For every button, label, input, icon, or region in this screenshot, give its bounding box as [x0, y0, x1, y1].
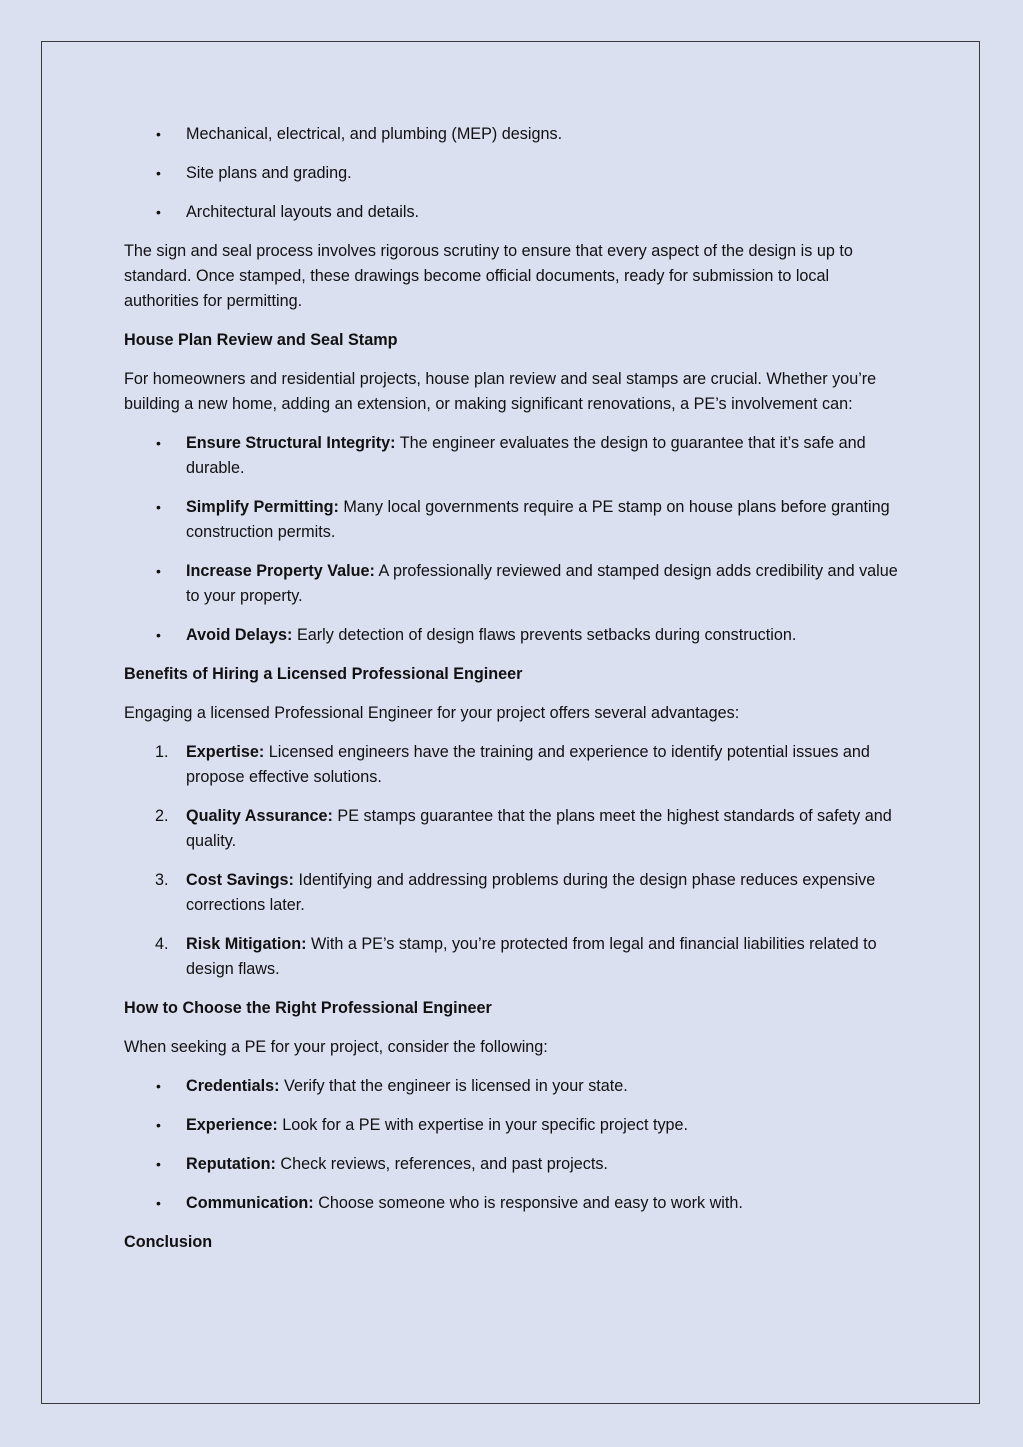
house-plan-paragraph: For homeowners and residential projects, house plan review and seal stamps are crucial. Whether you’re building a new home, adding an extension, or making significant renovations, a PE’s involvement can: — [124, 370, 877, 413]
list-item — [124, 932, 904, 982]
bullet-icon: • — [156, 627, 161, 643]
bullet-icon: • — [156, 204, 161, 220]
list-item-text: With a PE’s stamp, you’re protected from legal and financial liabilities related to design flaws. — [186, 935, 877, 978]
list-item-term: Credentials: — [186, 1077, 280, 1095]
list-item-term: Avoid Delays: — [186, 626, 293, 644]
list-item-term: Expertise: — [186, 743, 265, 761]
bullet-icon: • — [156, 1156, 161, 1172]
list-item-text: Verify that the engineer is licensed in your state. — [279, 1077, 628, 1095]
choose-paragraph: When seeking a PE for your project, consider the following: — [124, 1038, 548, 1056]
sign-seal-paragraph: The sign and seal process involves rigorous scrutiny to ensure that every aspect of the design is up to standard. Once stamped, these drawings become official documents, ready for submission to local authorities for permitting. — [124, 242, 853, 310]
list-item-text: Many local governments require a PE stamp on house plans before granting construction permits. — [186, 498, 890, 541]
list-item — [124, 495, 904, 545]
bullet-icon: • — [156, 435, 161, 451]
list-item — [124, 161, 904, 186]
list-item-text: Licensed engineers have the training and experience to identify potential issues and propose effective solutions. — [186, 743, 870, 786]
document-body — [124, 122, 904, 1269]
list-item — [124, 122, 904, 147]
choose-heading: How to Choose the Right Professional Engineer — [124, 999, 492, 1017]
list-item — [124, 1074, 904, 1099]
list-item-text: Identifying and addressing problems during the design phase reduces expensive corrections later. — [186, 871, 876, 914]
list-item — [124, 1191, 904, 1216]
bullet-icon: • — [156, 1195, 161, 1211]
list-item-term: Quality Assurance: — [186, 807, 333, 825]
bullet-icon: • — [156, 126, 161, 142]
list-item — [124, 804, 904, 854]
list-item-term: Risk Mitigation: — [186, 935, 307, 953]
list-item-text: Mechanical, electrical, and plumbing (MEP) designs. — [186, 125, 563, 143]
bullet-icon: • — [156, 563, 161, 579]
list-item-text: Check reviews, references, and past projects. — [275, 1155, 608, 1173]
list-item — [124, 1113, 904, 1138]
bullet-icon: • — [156, 1078, 161, 1094]
house-plan-heading: House Plan Review and Seal Stamp — [124, 331, 398, 349]
benefits-heading: Benefits of Hiring a Licensed Professional Engineer — [124, 665, 523, 683]
list-item-text: A professionally reviewed and stamped design adds credibility and value to your property. — [186, 562, 898, 605]
list-item-term: Reputation: — [186, 1155, 276, 1173]
list-item-text: Look for a PE with expertise in your specific project type. — [277, 1116, 689, 1134]
list-item — [124, 868, 904, 918]
benefits-numbered-list — [124, 740, 904, 982]
list-item — [124, 1152, 904, 1177]
benefits-paragraph: Engaging a licensed Professional Engineer for your project offers several advantages: — [124, 704, 740, 722]
bullet-icon: • — [156, 1117, 161, 1133]
list-number: 4. — [155, 935, 169, 953]
list-item-text: Architectural layouts and details. — [186, 203, 420, 221]
list-item-term: Ensure Structural Integrity: — [186, 434, 396, 452]
list-item-term: Simplify Permitting: — [186, 498, 339, 516]
intro-bullet-list — [124, 122, 904, 225]
list-item-text: PE stamps guarantee that the plans meet the highest standards of safety and quality. — [186, 807, 892, 850]
house-plan-list — [124, 431, 904, 648]
conclusion-heading: Conclusion — [124, 1233, 213, 1251]
list-number: 3. — [155, 871, 169, 889]
list-item-term: Increase Property Value: — [186, 562, 375, 580]
list-item — [124, 431, 904, 481]
list-item-text: Choose someone who is responsive and easy to work with. — [313, 1194, 743, 1212]
choose-bullet-list — [124, 1074, 904, 1216]
list-item — [124, 623, 904, 648]
list-item-text: Site plans and grading. — [186, 164, 352, 182]
list-item-text: The engineer evaluates the design to guarantee that it’s safe and durable. — [186, 434, 866, 477]
bullet-icon: • — [156, 165, 161, 181]
list-item — [124, 200, 904, 225]
bullet-icon: • — [156, 499, 161, 515]
list-number: 2. — [155, 807, 169, 825]
list-item — [124, 559, 904, 609]
list-item-term: Experience: — [186, 1116, 278, 1134]
list-item-text: Early detection of design flaws prevents setbacks during construction. — [292, 626, 797, 644]
list-item-term: Cost Savings: — [186, 871, 294, 889]
list-number: 1. — [155, 743, 169, 761]
list-item-term: Communication: — [186, 1194, 314, 1212]
list-item — [124, 740, 904, 790]
